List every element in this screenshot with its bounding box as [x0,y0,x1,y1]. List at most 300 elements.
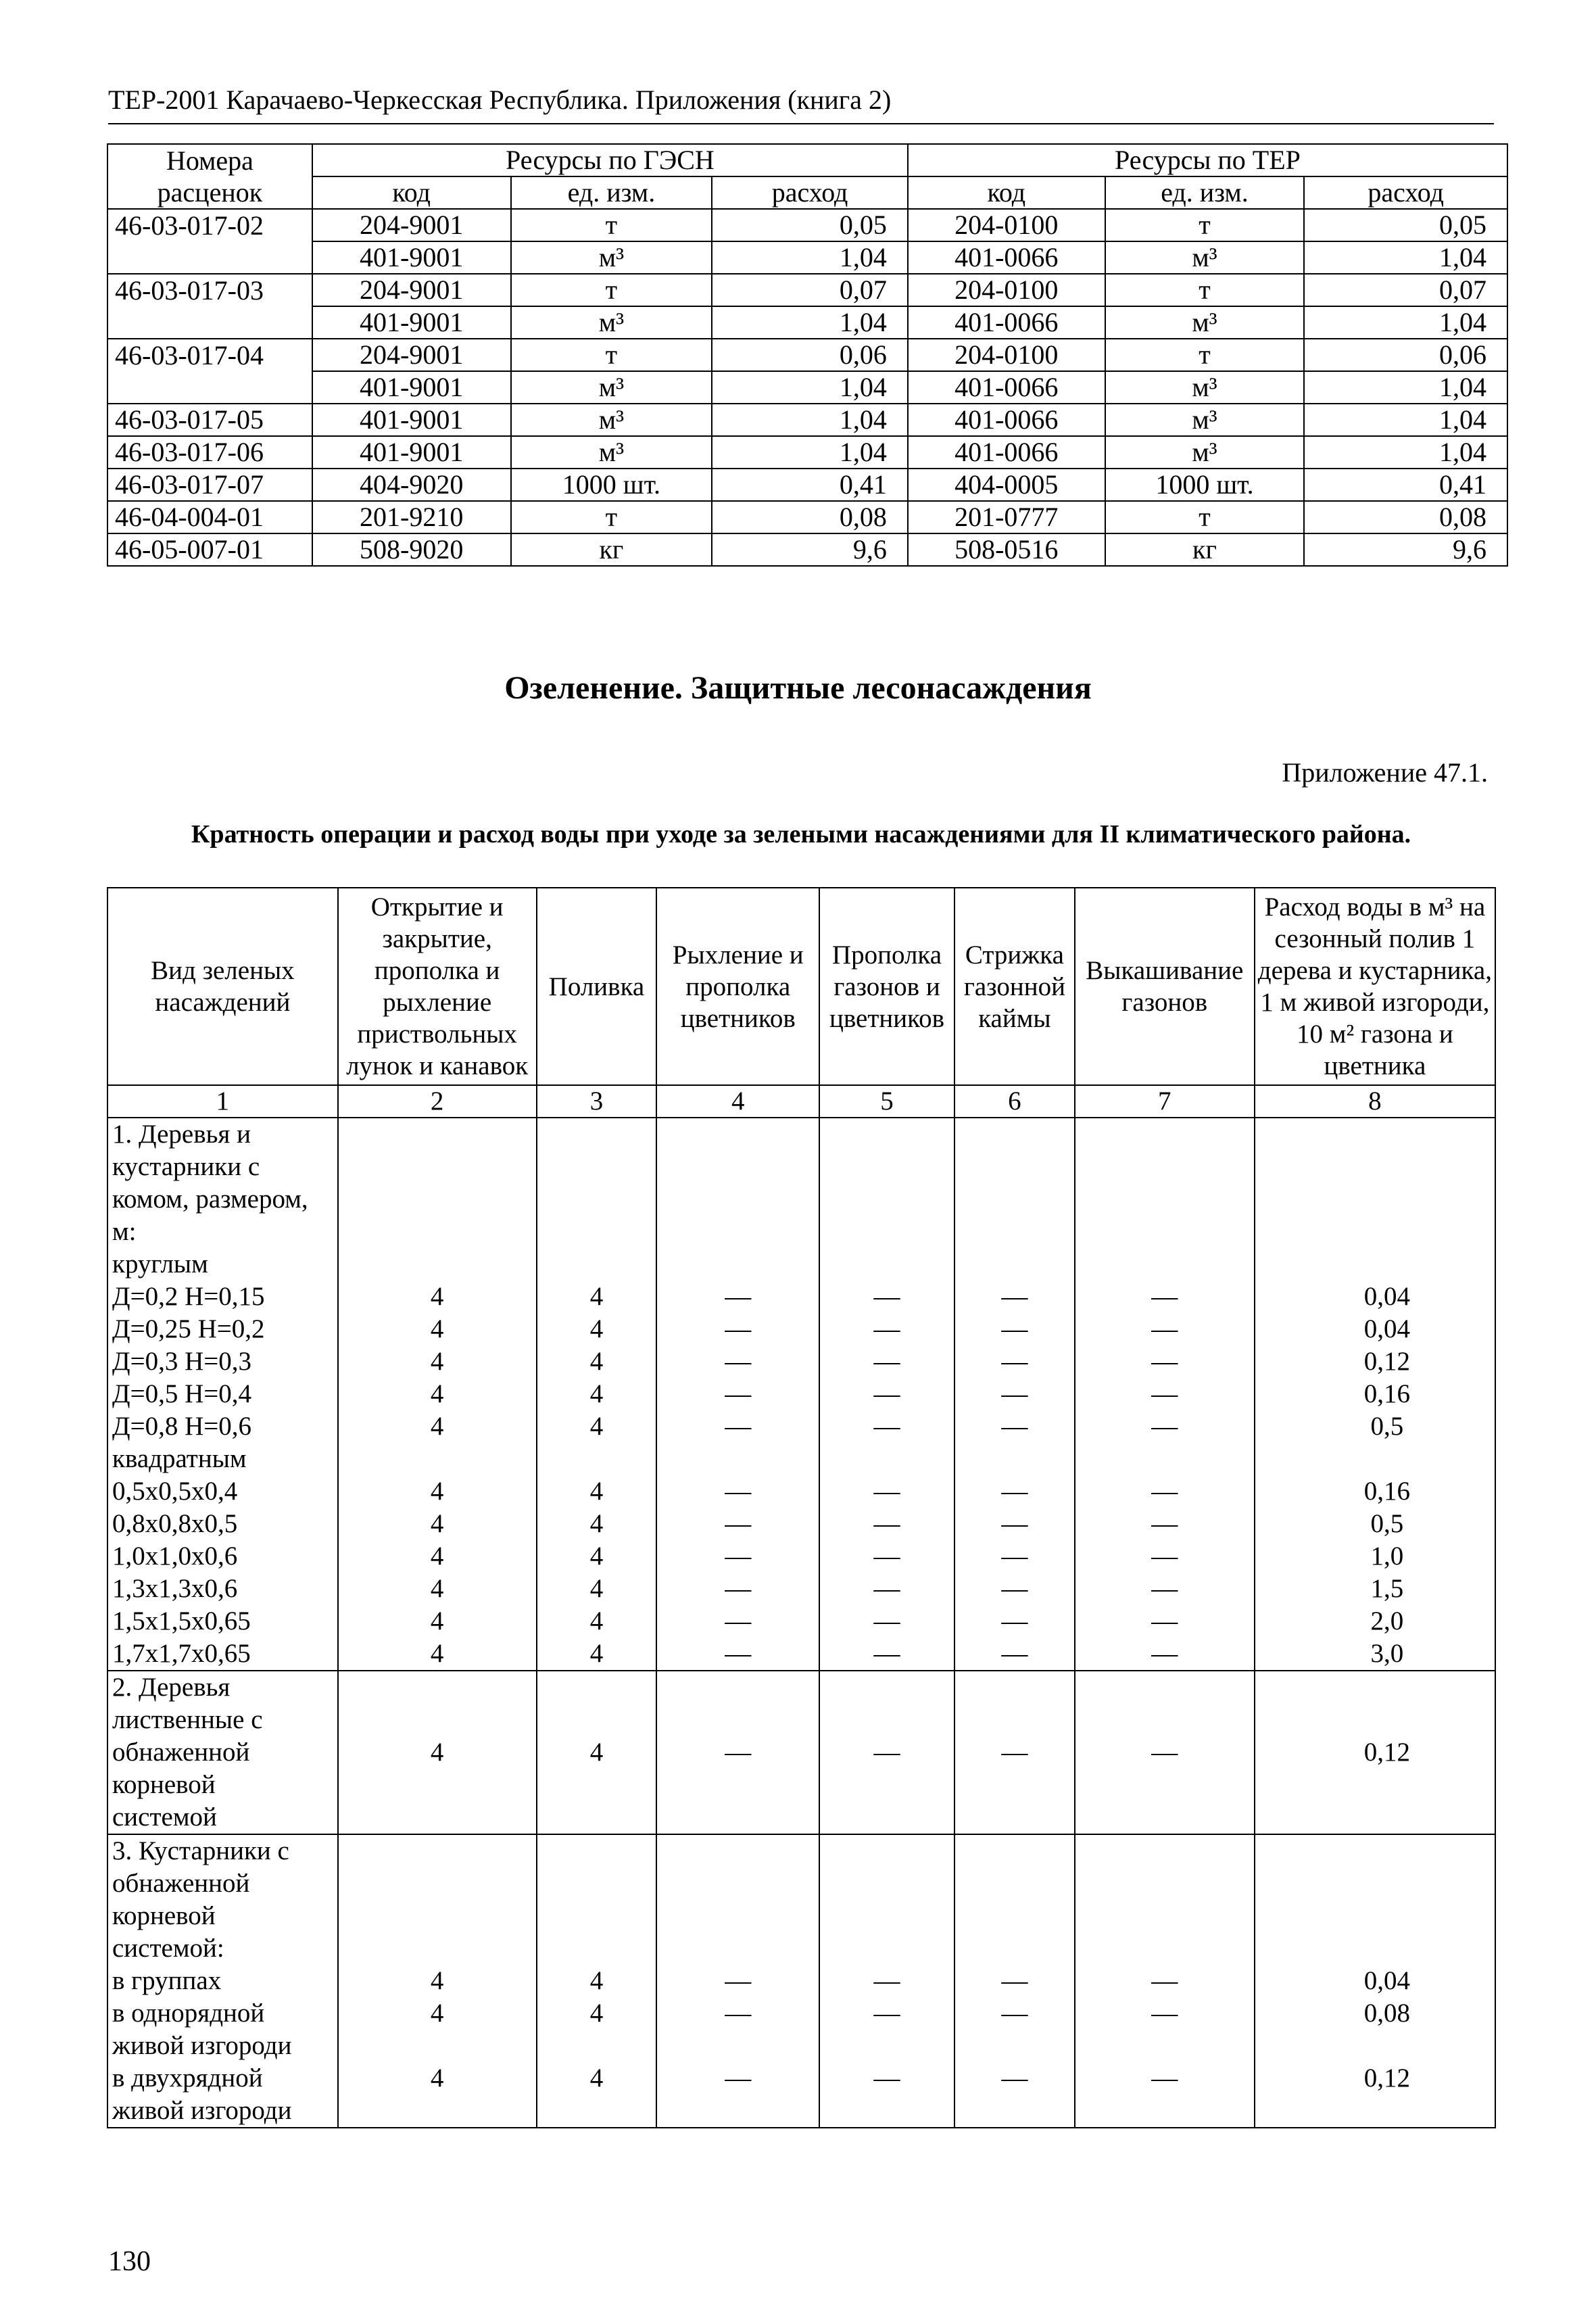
plant-row [107,1704,1495,1736]
hole-care-count: 4 [338,1638,537,1671]
lawn-mowing: — [1075,1313,1255,1345]
section-title: Озеленение. Защитные лесонасаждения [504,670,1092,706]
plant-row [107,1932,1495,1965]
lawn-mowing: — [1075,1605,1255,1638]
lawn-mowing: — [1075,1997,1255,2030]
lawn-weeding: — [819,1965,954,1997]
ter-code: 204-0100 [908,274,1105,306]
lawn-weeding: — [819,1475,954,1508]
hole-care-count [338,1769,537,1801]
plant-row [107,1540,1495,1573]
hole-care-count [338,1216,537,1248]
watering-count [537,2095,657,2128]
plant-type: Д=0,3 Н=0,3 [107,1345,338,1378]
ter-qty: 0,05 [1304,209,1507,241]
plant-type: Д=0,25 Н=0,2 [107,1313,338,1345]
gesn-qty-header: расход [712,176,908,209]
lawn-weeding: — [819,1540,954,1573]
lawn-mowing [1075,1769,1255,1801]
ter-unit: м³ [1105,371,1305,404]
ter-unit: кг [1105,533,1305,566]
plant-type: Д=0,5 Н=0,4 [107,1378,338,1410]
lawn-weeding [819,2030,954,2062]
lawn-weeding [819,1216,954,1248]
plant-row [107,1151,1495,1183]
watering-count [537,1834,657,1867]
water-consumption: 0,04 [1255,1965,1495,1997]
lawn-weeding [819,1151,954,1183]
rate-number: 46-03-017-07 [107,469,312,501]
watering-count [537,1704,657,1736]
lawn-mowing: — [1075,1573,1255,1605]
plant-type: лиственные с [107,1704,338,1736]
lawn-mowing: — [1075,1540,1255,1573]
hole-care-count: 4 [338,1475,537,1508]
plant-type: корневой [107,1769,338,1801]
plant-row [107,1216,1495,1248]
lawn-mowing: — [1075,1508,1255,1540]
lawn-mowing [1075,1671,1255,1704]
hole-care-count [338,1118,537,1151]
water-consumption [1255,1900,1495,1932]
watering-count [537,1151,657,1183]
lawn-weeding: — [819,1410,954,1443]
lawn-mowing [1075,1248,1255,1281]
plant-type: живой изгороди [107,2095,338,2128]
water-consumption [1255,1834,1495,1867]
gesn-code: 201-9210 [312,501,511,533]
flowerbed-loosening [656,2030,819,2062]
ter-code: 401-0066 [908,241,1105,274]
lawn-mowing: — [1075,1736,1255,1769]
lawn-weeding [819,1183,954,1216]
lawn-mowing [1075,1151,1255,1183]
watering-count [537,1932,657,1965]
page-number: 130 [108,2246,151,2277]
plant-type: м: [107,1216,338,1248]
flowerbed-loosening: — [656,1997,819,2030]
water-consumption: 1,5 [1255,1573,1495,1605]
rate-number [107,371,312,404]
lawn-mowing [1075,2095,1255,2128]
ter-qty: 9,6 [1304,533,1507,566]
hole-care-count: 4 [338,1965,537,1997]
plant-type: 1. Деревья и [107,1118,338,1151]
hole-care-count: 4 [338,1573,537,1605]
gesn-qty: 9,6 [712,533,908,566]
watering-count [537,1671,657,1704]
hole-care-count [338,1867,537,1900]
flowerbed-loosening: — [656,1605,819,1638]
lawn-weeding [819,2095,954,2128]
watering-count [537,1769,657,1801]
resource-row [107,371,1507,404]
hole-care-count: 4 [338,1997,537,2030]
plant-row [107,1508,1495,1540]
plant-type: 2. Деревья [107,1671,338,1704]
resource-row [107,241,1507,274]
flowerbed-loosening [656,1834,819,1867]
watering-table-header [107,888,1495,1085]
border-trimming: — [954,1281,1075,1313]
border-trimming: — [954,1313,1075,1345]
watering-table-body [107,1118,1495,2128]
water-consumption: 0,5 [1255,1410,1495,1443]
hole-care-count: 4 [338,1605,537,1638]
gesn-code: 508-9020 [312,533,511,566]
lawn-mowing [1075,1834,1255,1867]
column-header-1: Вид зеленых насаждений [107,888,338,1085]
water-consumption [1255,2095,1495,2128]
gesn-unit: т [511,501,712,533]
column-header-4: Рыхление и прополка цветников [656,888,819,1085]
hole-care-count: 4 [338,1313,537,1345]
plant-row [107,1736,1495,1769]
watering-count: 4 [537,1638,657,1671]
water-consumption: 0,5 [1255,1508,1495,1540]
plant-row [107,1900,1495,1932]
gesn-qty: 1,04 [712,404,908,436]
lawn-weeding: — [819,1736,954,1769]
plant-row [107,1965,1495,1997]
lawn-mowing: — [1075,1345,1255,1378]
ter-unit: м³ [1105,404,1305,436]
rate-number: 46-03-017-05 [107,404,312,436]
plant-type: обнаженной [107,1736,338,1769]
watering-count: 4 [537,1345,657,1378]
border-trimming: — [954,1573,1075,1605]
flowerbed-loosening [656,1932,819,1965]
resource-row [107,533,1507,566]
lawn-mowing [1075,1867,1255,1900]
hole-care-count [338,1932,537,1965]
plant-row [107,1410,1495,1443]
resources-table [107,143,1508,567]
gesn-qty: 1,04 [712,241,908,274]
border-trimming [954,1248,1075,1281]
gesn-unit: м³ [511,306,712,339]
flowerbed-loosening: — [656,1573,819,1605]
border-trimming [954,1183,1075,1216]
plant-row [107,1801,1495,1834]
rate-number: 46-03-017-03 [107,274,312,306]
lawn-mowing [1075,1900,1255,1932]
column-header-7: Выкашивание газонов [1075,888,1255,1085]
plant-row [107,1638,1495,1671]
water-consumption: 2,0 [1255,1605,1495,1638]
flowerbed-loosening: — [656,1281,819,1313]
hole-care-count [338,2030,537,2062]
plant-type: в группах [107,1965,338,1997]
column-header-3: Поливка [537,888,657,1085]
hole-care-count [338,1248,537,1281]
lawn-weeding [819,1704,954,1736]
gesn-qty: 0,08 [712,501,908,533]
plant-type: системой: [107,1932,338,1965]
hole-care-count [338,1900,537,1932]
flowerbed-loosening: — [656,1313,819,1345]
flowerbed-loosening: — [656,2062,819,2095]
watering-count: 4 [537,1475,657,1508]
ter-header: Ресурсы по ТЕР [908,144,1507,176]
resource-row [107,209,1507,241]
gesn-unit: м³ [511,371,712,404]
gesn-unit: т [511,274,712,306]
column-number-2: 2 [338,1085,537,1118]
border-trimming [954,1443,1075,1475]
water-consumption [1255,2030,1495,2062]
border-trimming [954,1867,1075,1900]
hole-care-count: 4 [338,1345,537,1378]
column-header-6: Стрижка газонной каймы [954,888,1075,1085]
lawn-mowing [1075,2030,1255,2062]
hole-care-count: 4 [338,1508,537,1540]
ter-unit: м³ [1105,306,1305,339]
plant-type: Д=0,8 Н=0,6 [107,1410,338,1443]
plant-type: 1,7x1,7x0,65 [107,1638,338,1671]
hole-care-count [338,1671,537,1704]
plant-type: 1,0x1,0x0,6 [107,1540,338,1573]
water-consumption [1255,1801,1495,1834]
flowerbed-loosening: — [656,1965,819,1997]
column-header-8: Расход воды в м³ на сезонный полив 1 дерева и кустарника, 1 м живой изгороди, 10 м² газона и цветника [1255,888,1495,1085]
resource-row [107,436,1507,469]
gesn-unit: 1000 шт. [511,469,712,501]
water-consumption [1255,1183,1495,1216]
ter-code: 201-0777 [908,501,1105,533]
water-consumption: 0,12 [1255,2062,1495,2095]
rates-header-top: Номера [107,144,312,176]
flowerbed-loosening: — [656,1638,819,1671]
rate-number: 46-05-007-01 [107,533,312,566]
border-trimming [954,1671,1075,1704]
lawn-weeding [819,1443,954,1475]
resource-row [107,469,1507,501]
border-trimming: — [954,1965,1075,1997]
plant-row [107,1378,1495,1410]
ter-qty: 1,04 [1304,371,1507,404]
watering-count: 4 [537,2062,657,2095]
lawn-weeding [819,1769,954,1801]
border-trimming [954,2095,1075,2128]
hole-care-count [338,1151,537,1183]
water-consumption [1255,1867,1495,1900]
hole-care-count [338,1834,537,1867]
water-consumption [1255,1118,1495,1151]
resource-row [107,274,1507,306]
column-number-6: 6 [954,1085,1075,1118]
lawn-mowing: — [1075,1410,1255,1443]
plant-type: 0,5x0,5x0,4 [107,1475,338,1508]
gesn-unit: м³ [511,241,712,274]
lawn-mowing: — [1075,1475,1255,1508]
gesn-code: 401-9001 [312,241,511,274]
ter-qty: 0,06 [1304,339,1507,371]
ter-code: 204-0100 [908,209,1105,241]
gesn-qty: 1,04 [712,436,908,469]
plant-row [107,1834,1495,1867]
water-consumption: 0,16 [1255,1378,1495,1410]
water-consumption [1255,1704,1495,1736]
hole-care-count: 4 [338,1410,537,1443]
column-number-7: 7 [1075,1085,1255,1118]
flowerbed-loosening: — [656,1345,819,1378]
lawn-mowing: — [1075,1965,1255,1997]
flowerbed-loosening: — [656,1475,819,1508]
lawn-mowing [1075,1704,1255,1736]
plant-row [107,2030,1495,2062]
table-caption: Кратность операции и расход воды при уходе за зелеными насаждениями для II климатического района. [191,820,1411,849]
ter-unit: м³ [1105,436,1305,469]
watering-count: 4 [537,1965,657,1997]
ter-unit-header: ед. изм. [1105,176,1305,209]
flowerbed-loosening: — [656,1540,819,1573]
gesn-code: 401-9001 [312,436,511,469]
plant-row [107,1281,1495,1313]
gesn-code: 401-9001 [312,306,511,339]
watering-count [537,1443,657,1475]
gesn-unit-header: ед. изм. [511,176,712,209]
gesn-qty: 0,06 [712,339,908,371]
gesn-qty: 0,07 [712,274,908,306]
column-number-5: 5 [819,1085,954,1118]
border-trimming [954,1151,1075,1183]
plant-type: живой изгороди [107,2030,338,2062]
watering-count: 4 [537,1605,657,1638]
column-number-4: 4 [656,1085,819,1118]
plant-row [107,2095,1495,2128]
rates-header-bottom: расценок [107,176,312,209]
watering-count: 4 [537,1573,657,1605]
ter-code: 401-0066 [908,306,1105,339]
water-consumption: 0,04 [1255,1313,1495,1345]
lawn-weeding: — [819,1605,954,1638]
border-trimming: — [954,1378,1075,1410]
hole-care-count [338,1443,537,1475]
hole-care-count [338,2095,537,2128]
lawn-weeding: — [819,1345,954,1378]
watering-count [537,1183,657,1216]
plant-row [107,1671,1495,1704]
watering-count [537,1801,657,1834]
resource-row [107,306,1507,339]
rate-number: 46-04-004-01 [107,501,312,533]
ter-qty-header: расход [1304,176,1507,209]
plant-type: квадратным [107,1443,338,1475]
ter-code: 204-0100 [908,339,1105,371]
ter-unit: т [1105,339,1305,371]
lawn-mowing [1075,1183,1255,1216]
water-consumption: 0,12 [1255,1736,1495,1769]
ter-code: 401-0066 [908,436,1105,469]
plant-type: обнаженной [107,1867,338,1900]
water-consumption: 0,16 [1255,1475,1495,1508]
plant-type: 1,3x1,3x0,6 [107,1573,338,1605]
border-trimming: — [954,2062,1075,2095]
gesn-header: Ресурсы по ГЭСН [312,144,908,176]
border-trimming: — [954,1410,1075,1443]
hole-care-count: 4 [338,1378,537,1410]
hole-care-count [338,1704,537,1736]
ter-qty: 1,04 [1304,404,1507,436]
watering-count [537,1248,657,1281]
watering-count: 4 [537,1378,657,1410]
resources-table-body [107,209,1507,566]
hole-care-count [338,1183,537,1216]
lawn-mowing: — [1075,2062,1255,2095]
plant-row [107,1997,1495,2030]
watering-count: 4 [537,1410,657,1443]
column-numbers-row [107,1085,1495,1118]
border-trimming [954,1900,1075,1932]
gesn-unit: кг [511,533,712,566]
lawn-weeding [819,1801,954,1834]
rate-number: 46-03-017-04 [107,339,312,371]
ter-qty: 1,04 [1304,436,1507,469]
gesn-code: 404-9020 [312,469,511,501]
water-consumption [1255,1216,1495,1248]
plant-type: кустарники с [107,1151,338,1183]
column-header-2: Открытие и закрытие, прополка и рыхление приствольных лунок и канавок [338,888,537,1085]
lawn-mowing [1075,1801,1255,1834]
gesn-unit: м³ [511,436,712,469]
lawn-weeding: — [819,2062,954,2095]
watering-count: 4 [537,1736,657,1769]
column-number-1: 1 [107,1085,338,1118]
flowerbed-loosening [656,1248,819,1281]
plant-type: системой [107,1801,338,1834]
flowerbed-loosening [656,1867,819,1900]
lawn-weeding: — [819,1573,954,1605]
plant-type: Д=0,2 Н=0,15 [107,1281,338,1313]
ter-code-header: код [908,176,1105,209]
water-consumption [1255,1151,1495,1183]
plant-row [107,1313,1495,1345]
plant-row [107,1248,1495,1281]
border-trimming [954,1704,1075,1736]
hole-care-count: 4 [338,1736,537,1769]
border-trimming [954,1769,1075,1801]
resource-row [107,404,1507,436]
plant-type: 3. Кустарники с [107,1834,338,1867]
ter-qty: 1,04 [1304,306,1507,339]
resource-row [107,339,1507,371]
plant-type: корневой [107,1900,338,1932]
flowerbed-loosening [656,1801,819,1834]
ter-qty: 0,08 [1304,501,1507,533]
water-consumption: 0,04 [1255,1281,1495,1313]
water-consumption: 3,0 [1255,1638,1495,1671]
watering-count: 4 [537,1313,657,1345]
rate-number [107,241,312,274]
watering-count [537,1118,657,1151]
flowerbed-loosening: — [656,1378,819,1410]
hole-care-count [338,1801,537,1834]
flowerbed-loosening [656,1183,819,1216]
lawn-mowing [1075,1118,1255,1151]
column-number-8: 8 [1255,1085,1495,1118]
lawn-weeding: — [819,1313,954,1345]
lawn-mowing: — [1075,1378,1255,1410]
gesn-qty: 0,41 [712,469,908,501]
border-trimming [954,1801,1075,1834]
border-trimming: — [954,1475,1075,1508]
lawn-mowing [1075,1932,1255,1965]
lawn-weeding [819,1834,954,1867]
plant-row [107,1475,1495,1508]
water-consumption: 0,12 [1255,1345,1495,1378]
watering-count [537,2030,657,2062]
